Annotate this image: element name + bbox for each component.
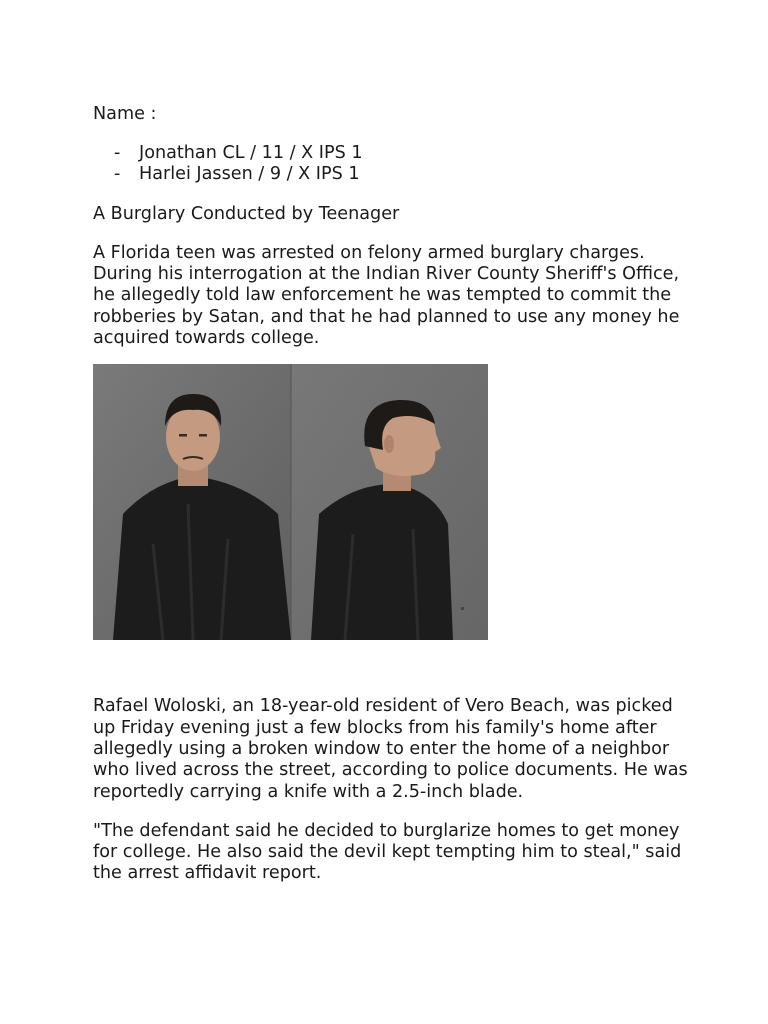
- student-name: Jonathan CL / 11 / X IPS 1: [139, 143, 363, 163]
- names-list: [93, 143, 693, 186]
- document-page: [93, 104, 693, 885]
- bullet-dash: -: [114, 164, 121, 185]
- paragraph-arrest-details: Rafael Woloski, an 18-year-old resident of Vero Beach, was picked up Friday evening just a few blocks from his family's home after allegedly using a broken window to enter the home of a neighbor who lived across the street, according to police documents. He was reportedly carrying a knife with a 2.5-inch blade.: [93, 696, 688, 802]
- paragraph-intro: A Florida teen was arrested on felony armed burglary charges. During his interrogation at the Indian River County Sheriff's Office, he allegedly told law enforcement he was tempted to commit the robberies by Satan, and that he had planned to use any money he acquired towards college.: [93, 242, 680, 349]
- student-name: Harlei Jassen / 9 / X IPS 1: [139, 164, 360, 185]
- mugshot-photo: [93, 364, 488, 640]
- name-label: Name :: [93, 104, 157, 124]
- side-cape: [311, 484, 453, 640]
- list-item: [93, 143, 693, 164]
- bullet-dash: -: [114, 143, 121, 163]
- list-item: [93, 164, 693, 185]
- paragraph-quote: "The defendant said he decided to burglarize homes to get money for college. He also said the devil kept tempting him to steal," said the arrest affidavit report.: [93, 820, 682, 884]
- article-title: A Burglary Conducted by Teenager: [93, 203, 400, 224]
